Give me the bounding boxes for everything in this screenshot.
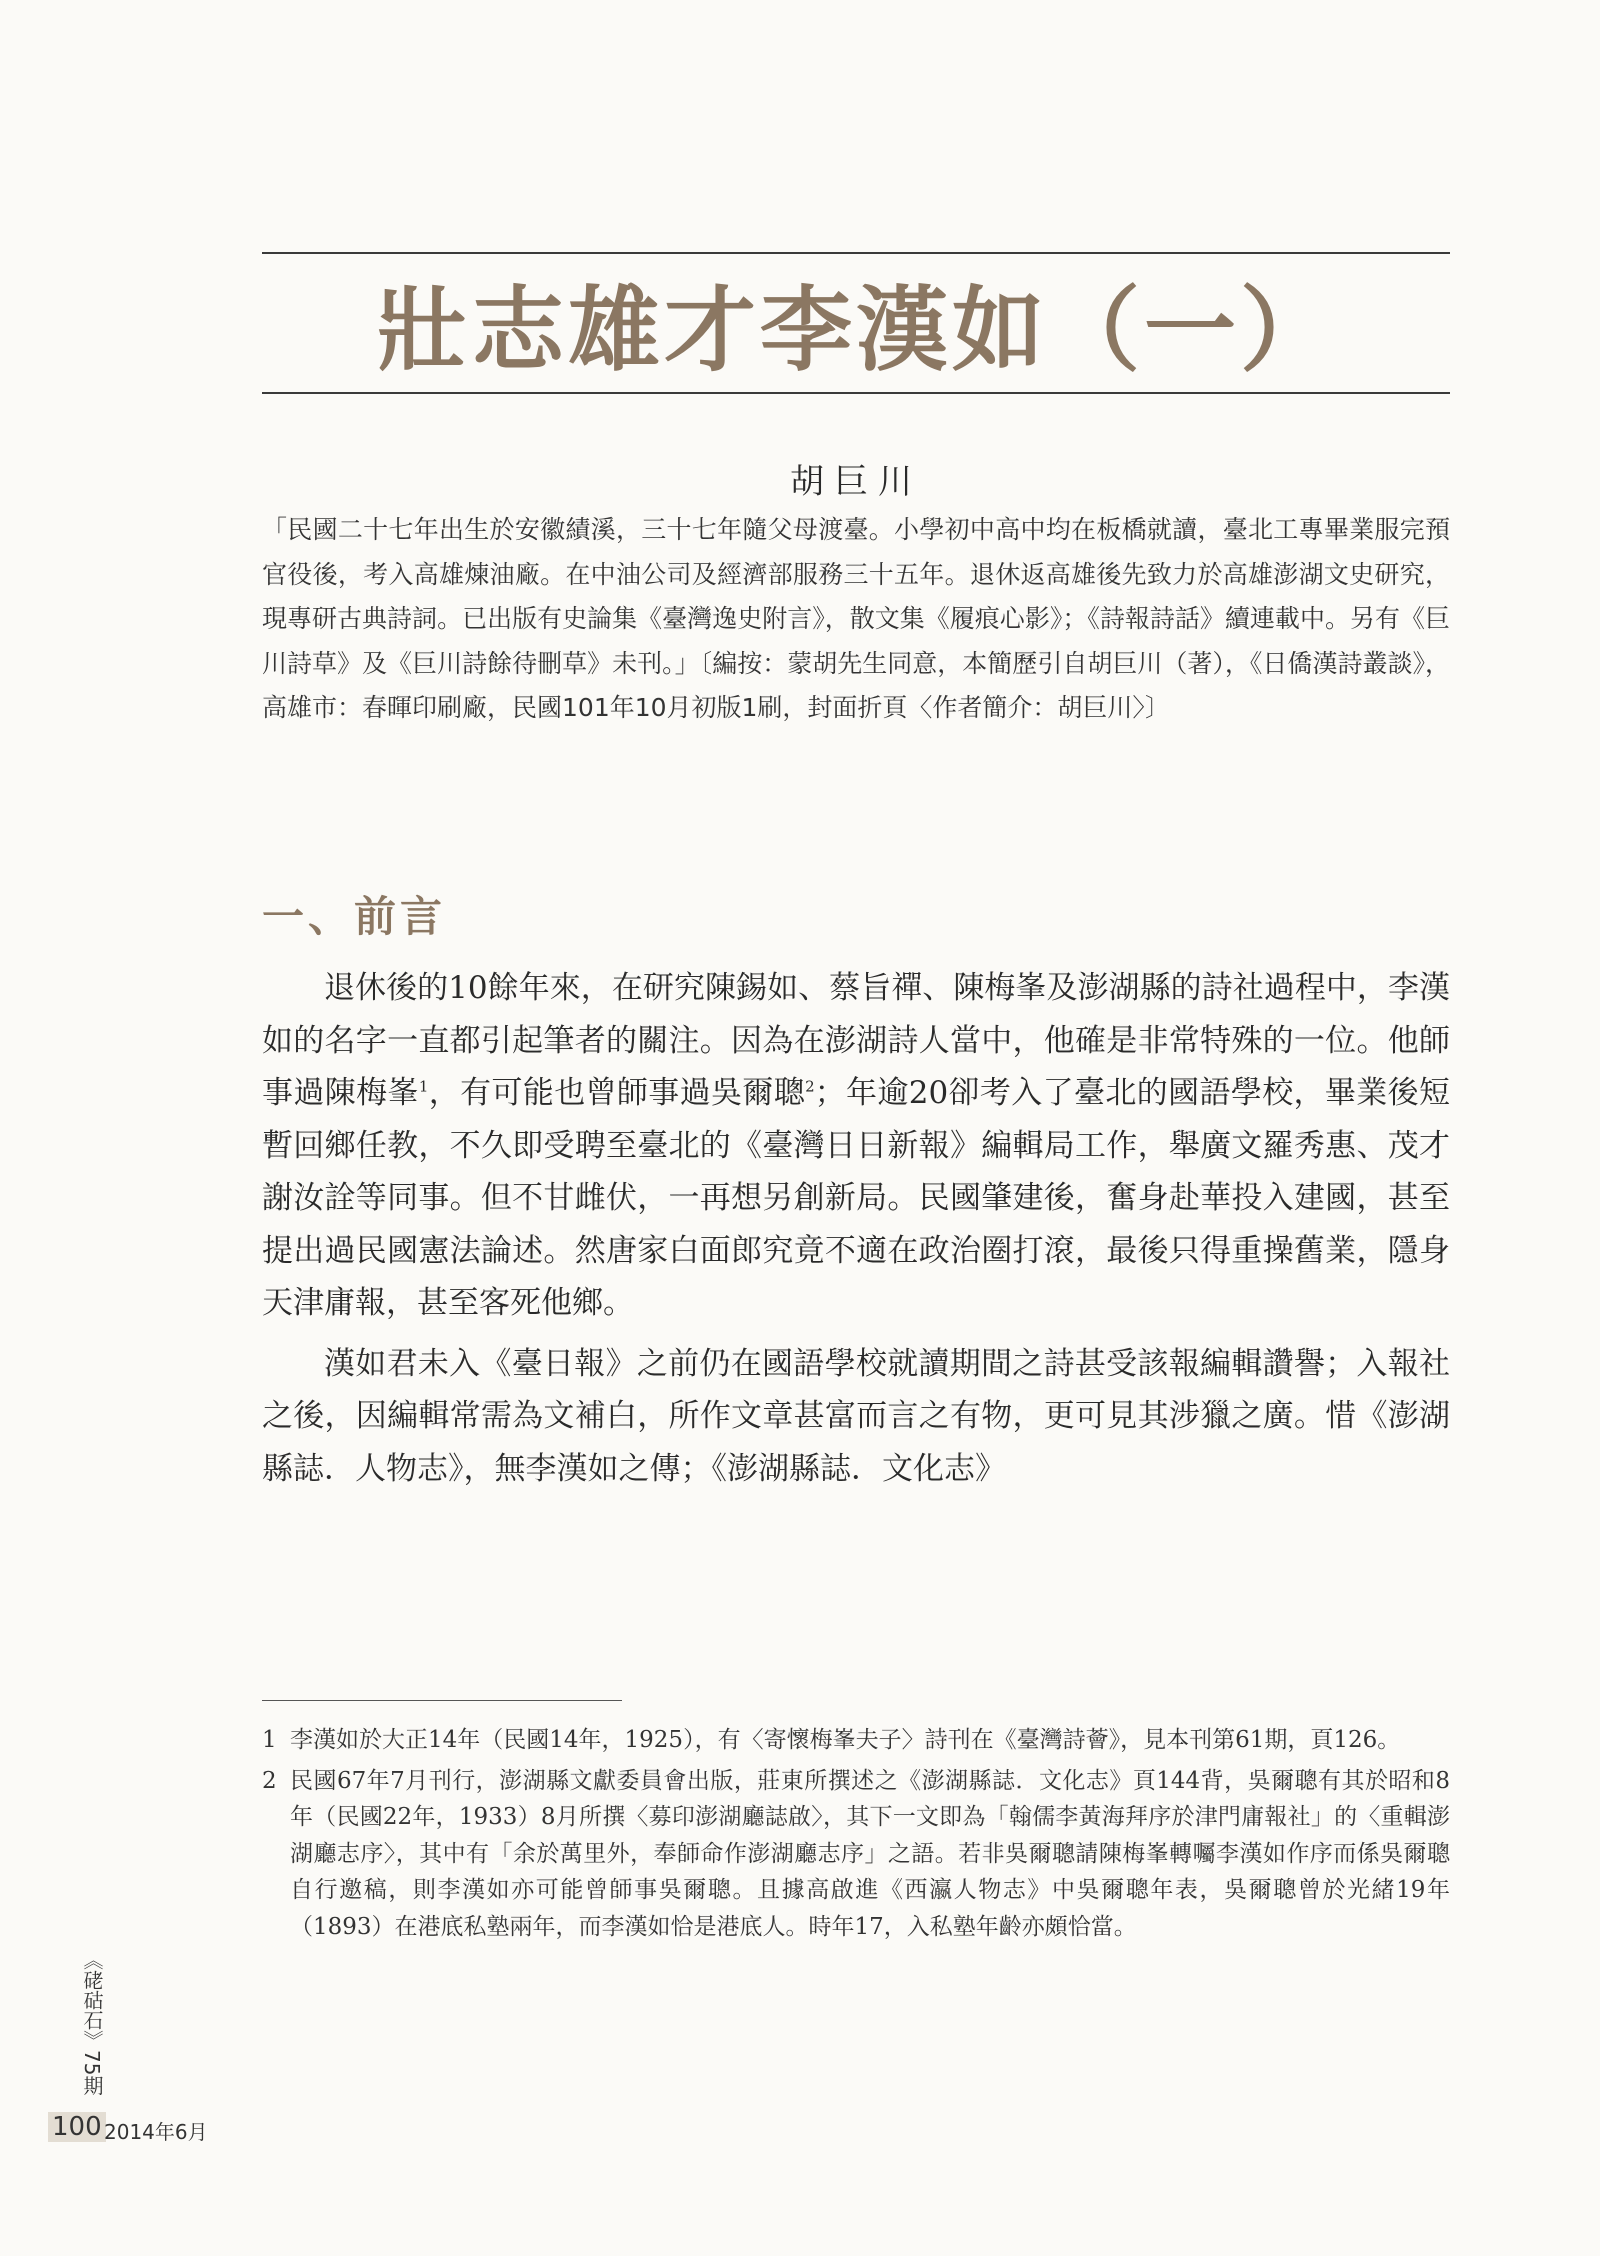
footnotes <box>262 1722 1450 1949</box>
footnote-item <box>262 1722 1450 1759</box>
footnote-item <box>262 1763 1450 1946</box>
title-bottom-rule <box>262 392 1450 394</box>
footnote-text: 民國67年7月刊行，澎湖縣文獻委員會出版，莊東所撰述之《澎湖縣誌．文化志》頁144背，吳爾聰有其於昭和8年（民國22年，1933）8月所撰〈募印澎湖廳誌啟〉，其下一文即為「翰儒李黃海拜序於津門庸報社」的〈重輯澎湖廳志序〉，其中有「余於萬里外，奉師命作澎湖廳志序」之語。若非吳爾聰請陳梅峯轉囑李漢如作序而係吳爾聰自行邀稿，則李漢如亦可能曾師事吳爾聰。且據高啟進《西瀛人物志》中吳爾聰年表，吳爾聰曾於光緒19年（1893）在港底私塾兩年，而李漢如恰是港底人。時年17，入私塾年齡亦頗恰當。 <box>290 1767 1450 1940</box>
author-bio: 「民國二十七年出生於安徽績溪，三十七年隨父母渡臺。小學初中高中均在板橋就讀，臺北工專畢業服完預官役後，考入高雄煉油廠。在中油公司及經濟部服務三十五年。退休返高雄後先致力於高雄澎湖文史研究，現專研古典詩詞。已出版有史論集《臺灣逸史附言》，散文集《履痕心影》；《詩報詩話》續連載中。另有《巨川詩草》及《巨川詩餘待刪草》未刊。」〔編按：蒙胡先生同意，本簡歷引自胡巨川（著），《日僑漢詩叢談》，高雄市：春暉印刷廠，民國101年10月初版1刷，封面折頁〈作者簡介：胡巨川〉〕 <box>262 515 1450 722</box>
page-title: 壯志雄才李漢如（一） <box>375 276 1336 384</box>
section-heading: 一、前言 <box>262 892 447 941</box>
footnote-number: 2 <box>262 1767 277 1794</box>
article-body <box>262 962 1450 1503</box>
footnote-ref[interactable]: 1 <box>418 1077 429 1096</box>
author-name: 胡巨川 <box>790 462 922 502</box>
title-top-rule <box>262 252 1450 254</box>
body-paragraph: 漢如君未入《臺日報》之前仍在國語學校就讀期間之詩甚受該報編輯讚譽；入報社之後，因編輯常需為文補白，所作文章甚富而言之有物，更可見其涉獵之廣。惜《澎湖縣誌．人物志》，無李漢如之傳；《澎湖縣誌．文化志》 <box>262 1345 1450 1487</box>
body-paragraph <box>262 962 1450 1330</box>
footnote-divider <box>262 1700 622 1701</box>
footnote-number: 1 <box>262 1727 277 1753</box>
paragraph-text: 退休後的10餘年來，在研究陳錫如、蔡旨禪、陳梅峯及澎湖縣的詩社過程中，李漢如的名字一直都引起筆者的關注。因為在澎湖詩人當中，他確是非常特殊的一位。他師事過陳梅峯 <box>262 970 1450 1111</box>
page-number: 100 <box>48 2112 106 2142</box>
paragraph-text: ，有可能也曾師事過吳爾聰 <box>428 1075 806 1111</box>
paragraph-text: ；年逾20卻考入了臺北的國語學校，畢業後短暫回鄉任教，不久即受聘至臺北的《臺灣日日新報》編輯局工作，舉廣文羅秀惠、茂才謝汝詮等同事。但不甘雌伏，一再想另創新局。民國肇建後，奮身赴華投入建國，甚至提出過民國憲法論述。然唐家白面郎究竟不適在政治圈打滾，最後只得重操舊業，隱身天津庸報，甚至客死他鄉。 <box>262 1075 1451 1321</box>
footnote-ref[interactable]: 2 <box>805 1077 815 1096</box>
footnote-text: 李漢如於大正14年（民國14年，1925），有〈寄懷梅峯夫子〉詩刊在《臺灣詩薈》，見本刊第61期，頁126。 <box>290 1727 1401 1753</box>
issue-date: 2014年6月 <box>104 2120 208 2144</box>
journal-name: 《硓𥑮石》75期 <box>80 1950 104 2096</box>
